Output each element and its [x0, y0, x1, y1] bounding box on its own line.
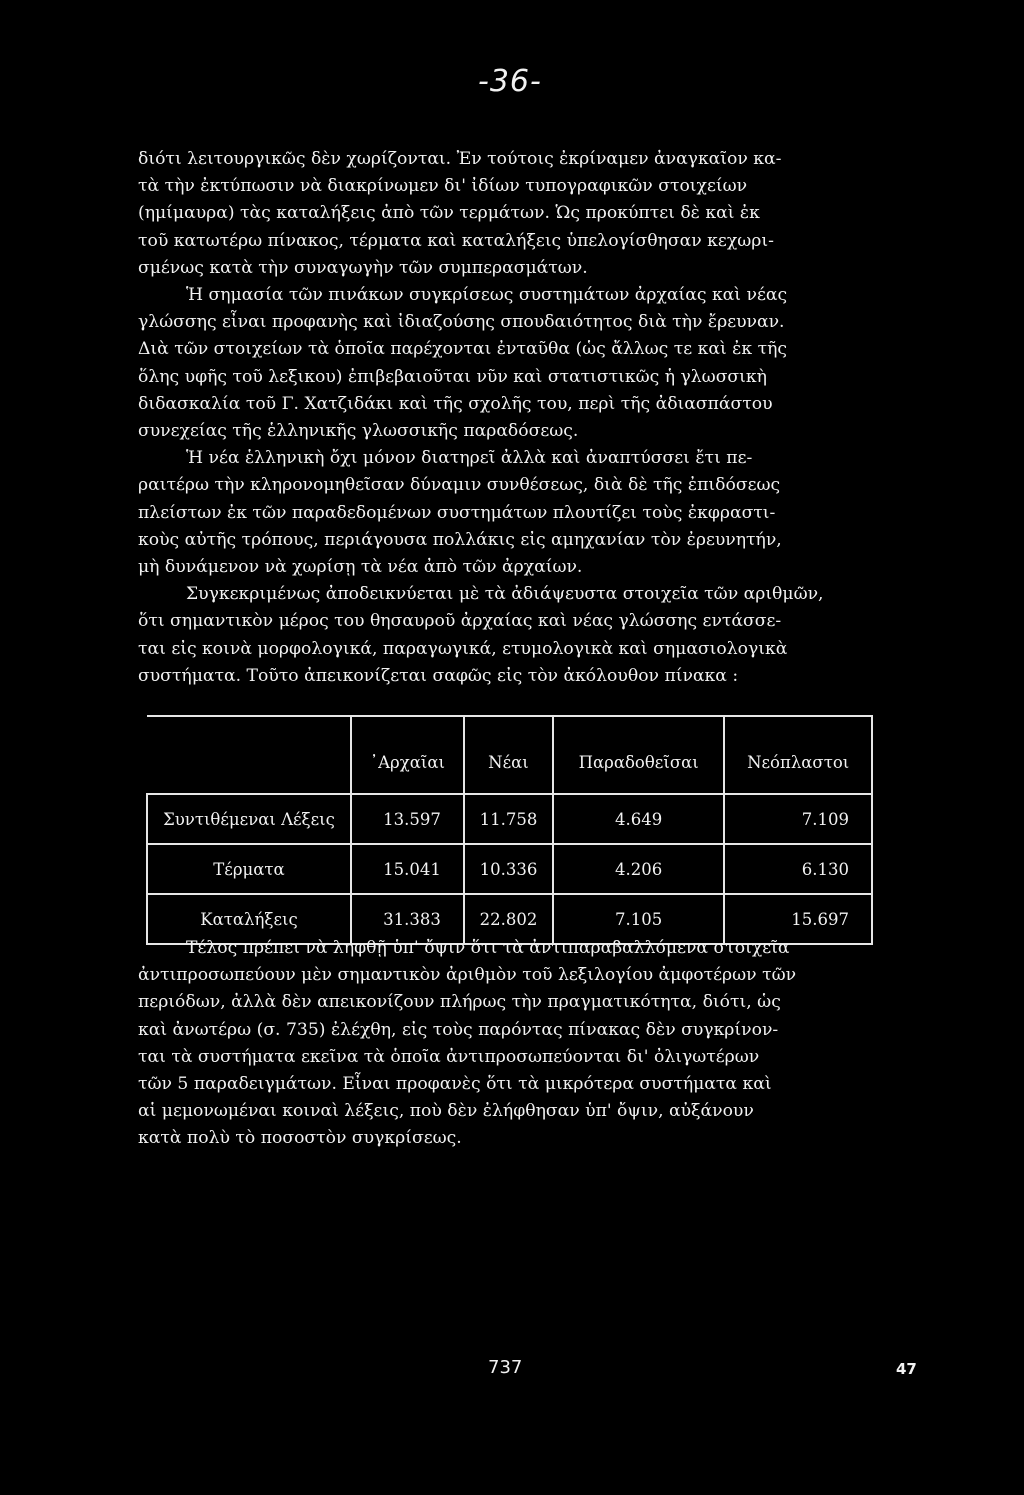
text-line: διότι λειτουργικῶς δὲν χωρίζονται. Ἐν τούτοις ἐκρίναμεν ἀναγκαῖον κα-	[138, 149, 782, 169]
text-line: ται τὰ συστήματα εκεῖνα τὰ ὁποῖα ἀντιπροσωπεύονται δι' ὀλιγωτέρων	[138, 1046, 760, 1067]
table-corner	[147, 716, 351, 794]
table-cell: 11.758	[464, 794, 553, 844]
text-line: κοὺς αὐτῆς τρόπους, περιάγουσα πολλάκις εἰς αμηχανίαν τὸν ἐρευνητήν,	[138, 529, 782, 550]
column-header: Νέαι	[464, 716, 553, 794]
table-cell: 15.697	[724, 894, 872, 944]
table-row	[147, 844, 872, 894]
text-line: διδασκαλία τοῦ Γ. Χατζιδάκι καὶ τῆς σχολῆς του, περὶ τῆς ἀδιασπάστου	[138, 393, 773, 414]
text-line: αἱ μεμονωμέναι κοιναὶ λέξεις, ποὺ δὲν ἐλήφθησαν ὑπ' ὄψιν, αὐξάνουν	[138, 1101, 754, 1122]
text-line: περιόδων, ἀλλὰ δὲν απεικονίζουν πλήρως τὴν πραγματικότητα, διότι, ὡς	[138, 992, 781, 1013]
text-line: γλώσσης εἶναι προφανὴς καὶ ἰδιαζούσης σπουδαιότητος διὰ τὴν ἔρευναν.	[138, 312, 785, 333]
text-line: κατὰ πολὺ τὸ ποσοστὸν συγκρίσεως.	[138, 1128, 462, 1149]
page-marker: -36-	[478, 64, 542, 99]
text-line: τοῦ κατωτέρω πίνακος, τέρματα καὶ καταλήξεις ὑπελογίσθησαν κεχωρι-	[138, 230, 774, 251]
text-line: Διὰ τῶν στοιχείων τὰ ὁποῖα παρέχονται ἐνταῦθα (ὡς ἄλλως τε καὶ ἐκ τῆς	[138, 339, 788, 360]
page-number: 737	[488, 1357, 523, 1378]
row-label: Καταλήξεις	[147, 894, 351, 944]
table-header-row	[147, 716, 872, 794]
text-line: πλείστων ἐκ τῶν παραδεδομένων συστημάτων πλουτίζει τοὺς ἐκφραστι-	[138, 502, 776, 523]
text-line: ὅλης υφῆς τοῦ λεξικου) ἐπιβεβαιοῦται νῦν καὶ στατιστικῶς ἡ γλωσσικὴ	[138, 366, 767, 387]
text-line: Τέλος πρέπει νὰ ληφθῇ ὑπ' ὄψιν ὅτι τὰ ἀντιπαραβαλλόμενα στοιχεῖα	[186, 938, 790, 958]
text-line: ται εἰς κοινὰ μορφολογικά, παραγωγικά, ετυμολογικὰ καὶ σημασιολογικὰ	[138, 638, 788, 659]
table-cell: 7.109	[724, 794, 872, 844]
table-cell: 4.206	[553, 844, 724, 894]
text-line: Ἡ σημασία τῶν πινάκων συγκρίσεως συστημάτων ἀρχαίας καὶ νέας	[186, 285, 788, 306]
table-cell: 7.105	[553, 894, 724, 944]
body-paragraphs	[138, 146, 878, 690]
text-line: τῶν 5 παραδειγμάτων. Εἶναι προφανὲς ὅτι τὰ μικρότερα συστήματα καὶ	[138, 1074, 772, 1095]
table-cell: 15.041	[351, 844, 464, 894]
text-line: συνεχείας τῆς ἑλληνικῆς γλωσσικῆς παραδόσεως.	[138, 421, 579, 442]
text-line: συστήματα. Τοῦτο ἀπεικονίζεται σαφῶς εἰς τὸν ἀκόλουθον πίνακα :	[138, 665, 739, 686]
text-line: ἀντιπροσωπεύουν μὲν σημαντικὸν ἀριθμὸν τοῦ λεξιλογίου ἀμφοτέρων τῶν	[138, 965, 797, 986]
closing-paragraph	[138, 935, 878, 1153]
text-line: ραιτέρω τὴν κληρονομηθεῖσαν δύναμιν συνθέσεως, διὰ δὲ τῆς ἐπιδόσεως	[138, 475, 781, 496]
text-line: τὰ τὴν ἐκτύπωσιν νὰ διακρίνωμεν δι' ἰδίων τυπογραφικῶν στοιχείων	[138, 176, 748, 197]
row-label: Τέρματα	[147, 844, 351, 894]
sheet-number: 47	[896, 1360, 917, 1378]
row-label: Συντιθέμεναι Λέξεις	[147, 794, 351, 844]
text-line: ὅτι σημαντικὸν μέρος του θησαυροῦ ἀρχαίας καὶ νέας γλώσσης εντάσσε-	[138, 611, 782, 632]
table-row	[147, 794, 872, 844]
text-line: Ἡ νέα ἑλληνικὴ ὄχι μόνον διατηρεῖ ἀλλὰ καὶ ἀναπτύσσει ἔτι πε-	[186, 448, 753, 469]
text-line: καὶ ἀνωτέρω (σ. 735) ἐλέχθη, εἰς τοὺς παρόντας πίνακας δὲν συγκρίνον-	[138, 1019, 779, 1040]
text-line: (ημίμαυρα) τὰς καταλήξεις ἀπὸ τῶν τερμάτων. Ὡς προκύπτει δὲ καὶ ἐκ	[138, 203, 760, 224]
column-header: Νεόπλαστοι	[724, 716, 872, 794]
column-header: Παραδοθεῖσαι	[553, 716, 724, 794]
table-cell: 10.336	[464, 844, 553, 894]
text-line: Συγκεκριμένως ἀποδεικνύεται μὲ τὰ ἀδιάψευστα στοιχεῖα τῶν αριθμῶν,	[186, 584, 824, 605]
table-cell: 4.649	[553, 794, 724, 844]
text-line: μὴ δυνάμενον νὰ χωρίσῃ τὰ νέα ἀπὸ τῶν ἀρχαίων.	[138, 557, 583, 578]
table-cell: 31.383	[351, 894, 464, 944]
column-header: ᾿Αρχαῖαι	[351, 716, 464, 794]
text-line: σμένως κατὰ τὴν συναγωγὴν τῶν συμπερασμάτων.	[138, 257, 588, 278]
statistics-table	[146, 715, 873, 945]
table-cell: 22.802	[464, 894, 553, 944]
table-cell: 13.597	[351, 794, 464, 844]
table-cell: 6.130	[724, 844, 872, 894]
